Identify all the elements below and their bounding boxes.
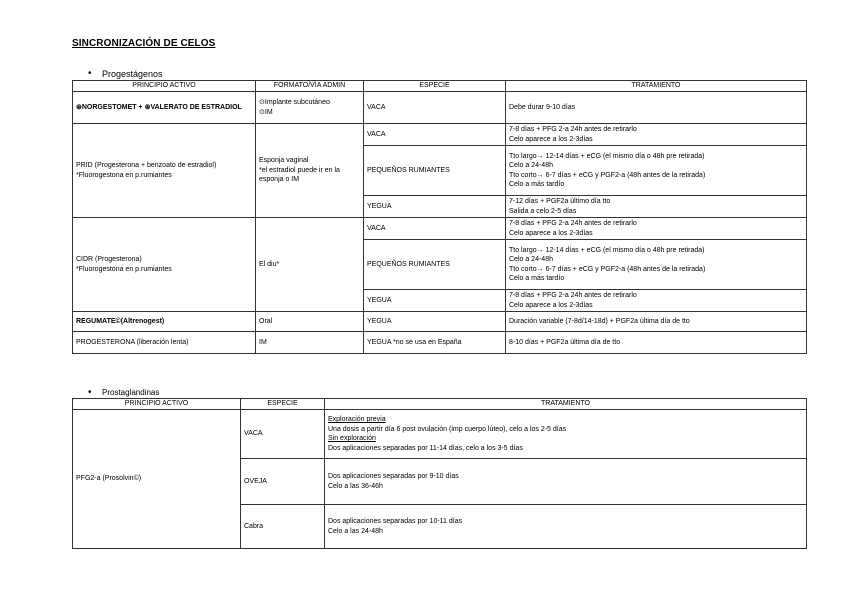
cell-especie: YEGUA *no se usa en España: [364, 332, 506, 354]
section-heading-progestagenos: [88, 68, 163, 79]
table-row: [73, 312, 807, 332]
document-title: SINCRONIZACIÓN DE CELOS: [72, 38, 216, 49]
cell-principio: ⊛NORGESTOMET + ⊛VALERATO DE ESTRADIOL: [73, 92, 256, 124]
cell-formato: Oral: [256, 312, 364, 332]
header-tratamiento: TRATAMIENTO: [325, 399, 807, 410]
table-row: [73, 218, 807, 240]
prostaglandinas-table: [72, 398, 807, 549]
cell-tratamiento: 7-8 días + PFG 2-a 24h antes de retirarlo Celo aparece a los 2-3días: [506, 290, 807, 312]
cell-especie: OVEJA: [241, 459, 325, 505]
cell-tratamiento: 7-8 días + PFG 2-a 24h antes de retirarlo Celo aparece a los 2-3días: [506, 218, 807, 240]
table-header-row: [73, 81, 807, 92]
table-row: [73, 92, 807, 124]
cell-especie: YEGUA: [364, 290, 506, 312]
header-especie: ESPECIE: [241, 399, 325, 410]
cell-especie: VACA: [241, 410, 325, 459]
circled-symbol-icon: ⊙: [259, 108, 265, 116]
cell-especie: Cabra: [241, 505, 325, 549]
cell-tratamiento: 8-10 días + PGF2a última día de tto: [506, 332, 807, 354]
cell-tratamiento: 7-8 días + PFG 2-a 24h antes de retirarlo Celo aparece a los 2-3días: [506, 124, 807, 146]
cell-formato: ⊙Implante subcutáneo ⊙IM: [256, 92, 364, 124]
bullet-icon: •: [88, 387, 92, 398]
cell-especie: VACA: [364, 92, 506, 124]
header-tratamiento: TRATAMIENTO: [506, 81, 807, 92]
table-row: [73, 332, 807, 354]
cell-tratamiento: Duración variable (7-8d/14-18d) + PGF2a última día de tto: [506, 312, 807, 332]
cell-tratamiento: Debe durar 9-10 días: [506, 92, 807, 124]
cell-tratamiento: Tto largo→ 12-14 días + eCG (el mismo día o 48h pre retirada) Celo a 24-48h Tto corto→ 6-7 días + eCG y PGF2-a (48h antes de la retirada) Celo a más tardío: [506, 240, 807, 290]
progestagenos-table: [72, 80, 807, 354]
header-principio: PRINCIPIO ACTIVO: [73, 81, 256, 92]
circled-symbol-icon: ⊛: [144, 103, 151, 111]
cell-principio: CIDR (Progesterona) *Fluorogestona en p.rumiantes: [73, 218, 256, 312]
cell-tratamiento: Exploración previa Una dosis a partir día 6 post ovulación (imp cuerpo lúteo), celo a los 2-5 días Sin exploración Dos aplicaciones separadas por 11-14 días, celo a los 3-5 días: [325, 410, 807, 459]
bullet-icon: •: [88, 68, 92, 79]
section-heading-label: Progestágenos: [102, 68, 163, 79]
cell-tratamiento: Dos aplicaciones separadas por 10-11 días Celo a las 24-48h: [325, 505, 807, 549]
cell-principio: PFG2-a (Prosolvin©): [73, 410, 241, 549]
cell-especie: PEQUEÑOS RUMIANTES: [364, 146, 506, 196]
cell-especie: YEGUA: [364, 196, 506, 218]
header-formato: FORMATO/VÍA ADMIN: [256, 81, 364, 92]
cell-principio: REGUMATE©(Altrenogest): [73, 312, 256, 332]
table-header-row: [73, 399, 807, 410]
cell-principio: PROGESTERONA (liberación lenta): [73, 332, 256, 354]
circled-symbol-icon: ⊛: [76, 103, 82, 111]
cell-principio: PRID (Progesterona + benzoato de estradiol) *Fluorogestona en p.rumiantes: [73, 124, 256, 218]
table-row: [73, 124, 807, 146]
cell-tratamiento: 7-12 días + PGF2a último día tto Salida a celo 2-5 días: [506, 196, 807, 218]
table-row: [73, 410, 807, 459]
cell-formato: IM: [256, 332, 364, 354]
cell-especie: VACA: [364, 124, 506, 146]
header-principio: PRINCIPIO ACTIVO: [73, 399, 241, 410]
section-heading-prostaglandinas: [88, 387, 159, 398]
cell-especie: YEGUA: [364, 312, 506, 332]
circled-symbol-icon: ⊙: [259, 99, 265, 106]
cell-formato: Esponja vaginal *el estradiol puede ir en la esponja o IM: [256, 124, 364, 218]
cell-tratamiento: Dos aplicaciones separadas por 9-10 días Celo a las 36-46h: [325, 459, 807, 505]
cell-especie: PEQUEÑOS RUMIANTES: [364, 240, 506, 290]
cell-especie: VACA: [364, 218, 506, 240]
cell-formato: El diu*: [256, 218, 364, 312]
header-especie: ESPECIE: [364, 81, 506, 92]
section-heading-label: Prostaglandinas: [102, 388, 160, 397]
cell-tratamiento: Tto largo→ 12-14 días + eCG (el mismo día o 48h pre retirada) Celo a 24-48h Tto corto→ 6-7 días + eCG y PGF2-a (48h antes de la retirada) Celo a más tardío: [506, 146, 807, 196]
